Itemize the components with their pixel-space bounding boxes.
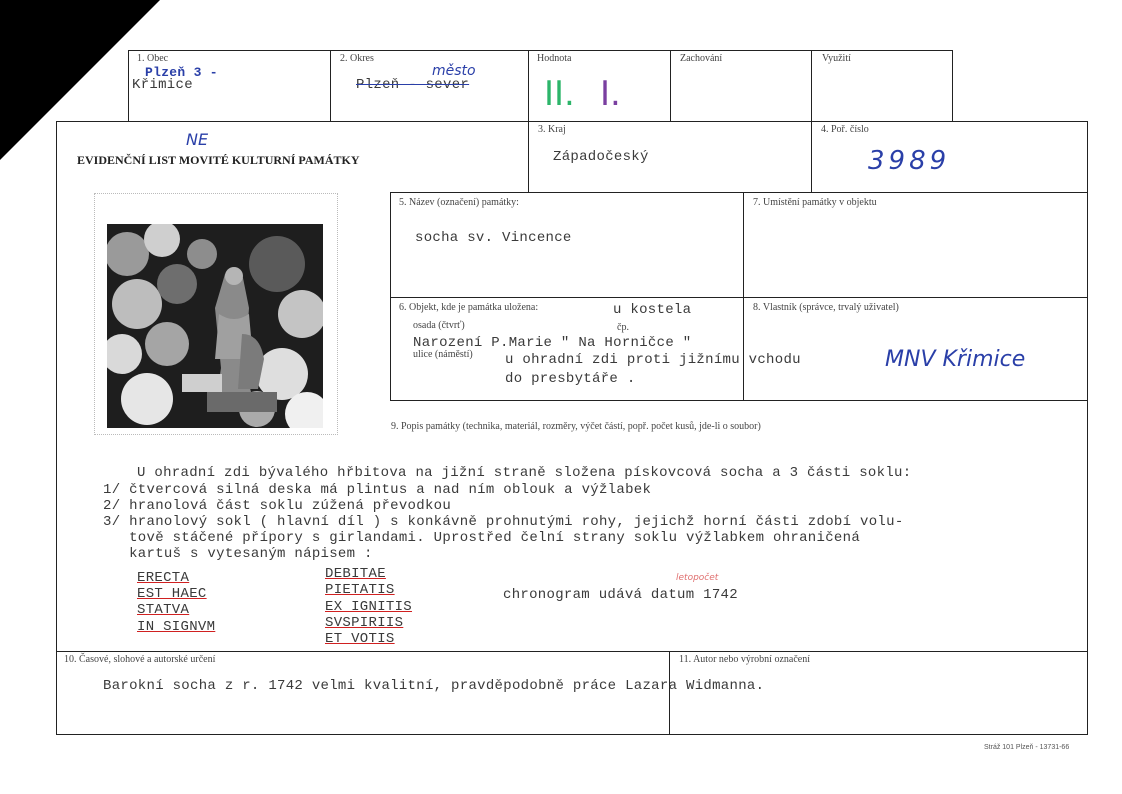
popis-line: 1/ čtvercová silná deska má plintus a nad ním oblouk a výžlabek [103, 482, 652, 498]
obec-value: Křimice [132, 77, 193, 93]
vline-5 [811, 50, 812, 192]
casove-label: 10. Časové, slohové a autorské určení [64, 654, 216, 665]
okres-value: Plzeň - sever [356, 77, 470, 93]
border-row5 [390, 400, 1088, 401]
obec-label: 1. Obec [137, 53, 169, 64]
osada-label: osada (čtvrť) [413, 320, 465, 331]
vline-7 [390, 192, 391, 400]
border-row6 [56, 651, 1088, 652]
vline-1 [128, 50, 129, 121]
popis-label: 9. Popis památky (technika, materiál, rozměry, výčet částí, popř. počet kusů, jde-li o soubor) [391, 421, 761, 432]
autor-label: 11. Autor nebo výrobní označení [679, 654, 810, 665]
popis-line: 3/ hranolový sokl ( hlavní díl ) s konkávně prohnutými rohy, jejichž horní části zdobí volu- [103, 514, 904, 530]
border-bottom [56, 734, 1088, 735]
popis-line: tově stáčené přípory s girlandami. Uprostřed čelní strany soklu výžlabkem ohraničená [103, 530, 861, 546]
obec-note: Plzeň 3 - [145, 65, 218, 80]
vline-3 [528, 50, 529, 192]
hodnota-mark-purple: I. [600, 74, 621, 114]
vline-6 [952, 50, 953, 121]
inscription-left-line: STATVA [137, 602, 190, 618]
vline-8 [743, 192, 744, 400]
inscription-left-line: EST HAEC [137, 586, 207, 602]
inscription-right-line: DEBITAE [325, 566, 386, 582]
print-info: Stráž 101 Plzeň - 13731-66 [984, 744, 1070, 751]
objekt-value4: do presbytáře . [505, 371, 636, 387]
kraj-value: Západočeský [553, 149, 649, 165]
popis-line: U ohradní zdi bývalého hřbitova na jižní straně složena pískovcová socha a 3 části soklu: [137, 465, 912, 481]
border-row2 [56, 121, 1088, 122]
inscription-left-line: IN SIGNVM [137, 619, 216, 635]
chronogram-note: letopočet [676, 573, 719, 583]
inscription-right-line: SVSPIRIIS [325, 615, 404, 631]
ulice-label: ulice (náměstí) [413, 349, 473, 360]
hodnota-mark-green: II. [544, 74, 575, 114]
inscription-right-line: ET VOTIS [325, 631, 395, 647]
por-cislo-label: 4. Poř. číslo [821, 124, 869, 135]
border-top-row1 [128, 50, 952, 51]
vlastnik-value: MNV Křimice [885, 347, 1026, 372]
form-title: EVIDENČNÍ LIST MOVITÉ KULTURNÍ PAMÁTKY [77, 153, 360, 167]
inscription-right-line: PIETATIS [325, 582, 395, 598]
objekt-label: 6. Objekt, kde je památka uložena: [399, 302, 539, 313]
popis-line: kartuš s vytesaným nápisem : [103, 546, 373, 562]
vline-2 [330, 50, 331, 121]
okres-note: město [432, 63, 476, 79]
umisteni-label: 7. Umístění památky v objektu [753, 197, 877, 208]
title-note: NE [186, 130, 209, 149]
objekt-value1: u kostela [613, 302, 692, 318]
okres-label: 2. Okres [340, 53, 374, 64]
por-cislo-value: 3989 [868, 146, 951, 176]
hodnota-label: Hodnota [537, 53, 572, 64]
objekt-value2: Narození P.Marie " Na Horničce " [413, 335, 692, 351]
vline-4 [670, 50, 671, 121]
casove-value: Barokní socha z r. 1742 velmi kvalitní, pravděpodobně práce Lazara Widmanna. [103, 678, 765, 694]
zachovani-label: Zachování [680, 53, 723, 64]
popis-line: 2/ hranolová část soklu zúžená převodkou [103, 498, 452, 514]
inscription-right-line: EX IGNITIS [325, 599, 413, 615]
border-row4 [390, 297, 1088, 298]
vline-left [56, 121, 57, 734]
inscription-left-line: ERECTA [137, 570, 190, 586]
vyuziti-label: Využití [822, 53, 851, 64]
vlastnik-label: 8. Vlastník (správce, trvalý uživatel) [753, 302, 899, 313]
border-row3 [390, 192, 1088, 193]
nazev-label: 5. Název (označení) památky: [399, 197, 519, 208]
chronogram-text: chronogram udává datum 1742 [503, 587, 738, 603]
vline-right [1087, 121, 1088, 734]
cp-label: čp. [617, 322, 629, 333]
statue-photo [107, 224, 323, 428]
objekt-value3: u ohradní zdi proti jižnímu vchodu [505, 352, 801, 368]
nazev-value: socha sv. Vincence [415, 230, 572, 246]
kraj-label: 3. Kraj [538, 124, 566, 135]
